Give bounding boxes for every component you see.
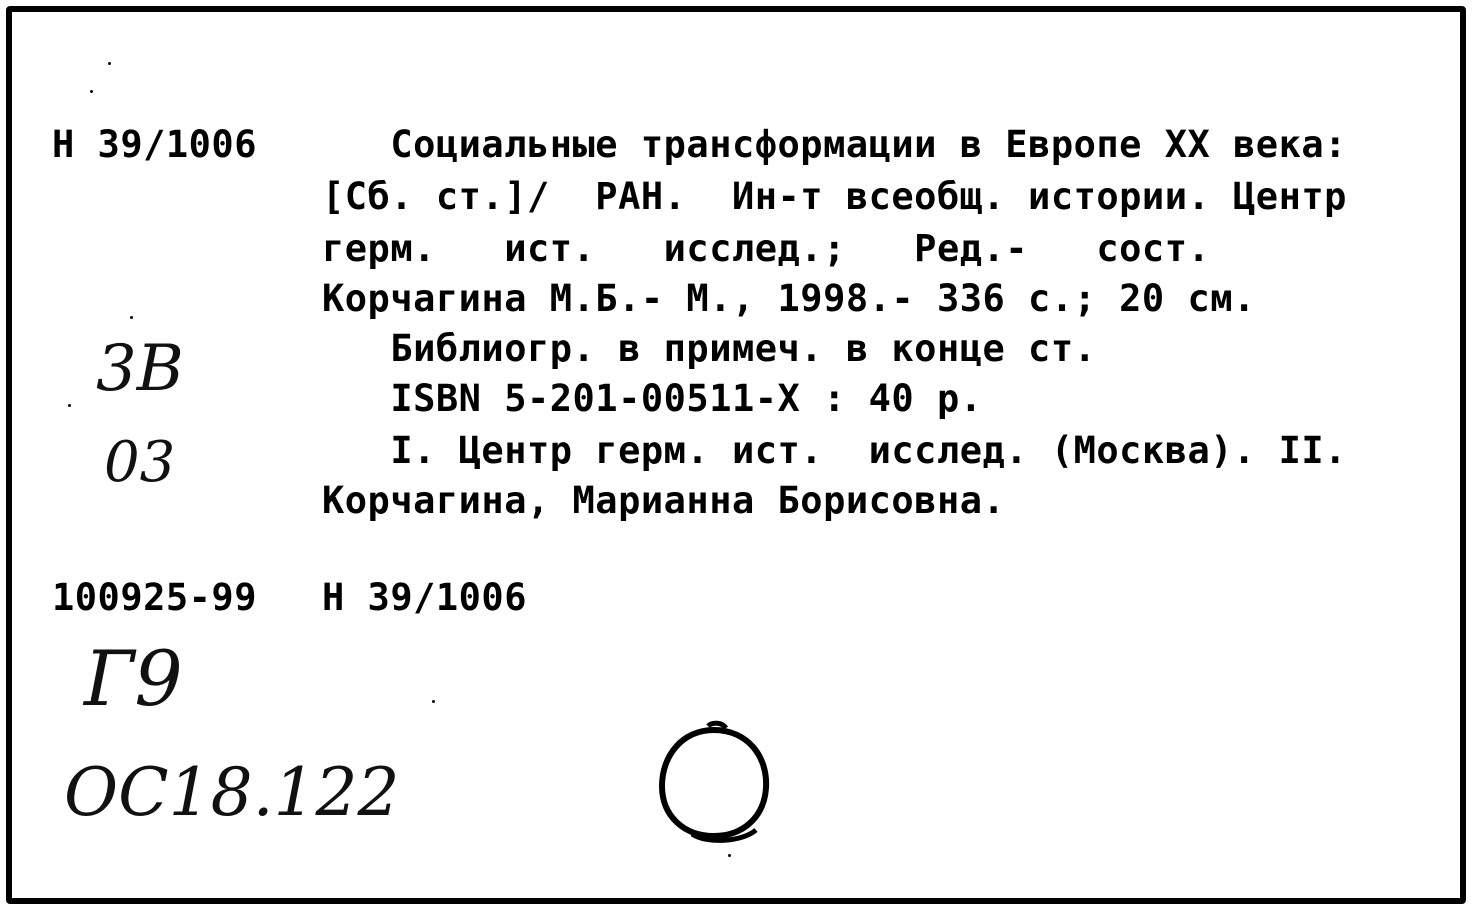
speck [108, 62, 111, 65]
description-line-1: Социальные трансформации в Европе XX века: [322, 123, 1347, 166]
handwritten-note-g9: Г9 [84, 634, 183, 723]
description-line-7: I. Центр герм. ист. исслед. (Москва). II. [322, 429, 1347, 472]
description-line-3: герм. ист. исслед.; Ред.- сост. [322, 227, 1211, 270]
speck [728, 854, 731, 857]
handwritten-note-03: 03 [104, 430, 176, 495]
round-stamp-icon [652, 718, 776, 854]
description-line-6: ISBN 5-201-00511-X : 40 р. [322, 377, 983, 420]
shelf-mark-repeat: Н 39/1006 [322, 576, 527, 619]
speck [432, 700, 435, 703]
catalog-card [6, 6, 1466, 904]
description-line-8: Корчагина, Марианна Борисовна. [322, 479, 1006, 522]
speck [130, 316, 133, 319]
registration-number: 100925-99 [52, 576, 257, 619]
description-line-2: [Сб. ст.]/ РАН. Ин-т всеобщ. истории. Центр [322, 175, 1347, 218]
description-line-4: Корчагина М.Б.- М., 1998.- 336 с.; 20 см. [322, 277, 1256, 320]
speck [90, 90, 93, 93]
handwritten-note-3b: 3В [96, 332, 184, 406]
description-line-5: Библиогр. в примеч. в конце ст. [322, 327, 1097, 370]
shelf-mark: Н 39/1006 [52, 123, 257, 166]
handwritten-note-oc18: ОС18.122 [64, 754, 400, 831]
speck [68, 404, 71, 407]
